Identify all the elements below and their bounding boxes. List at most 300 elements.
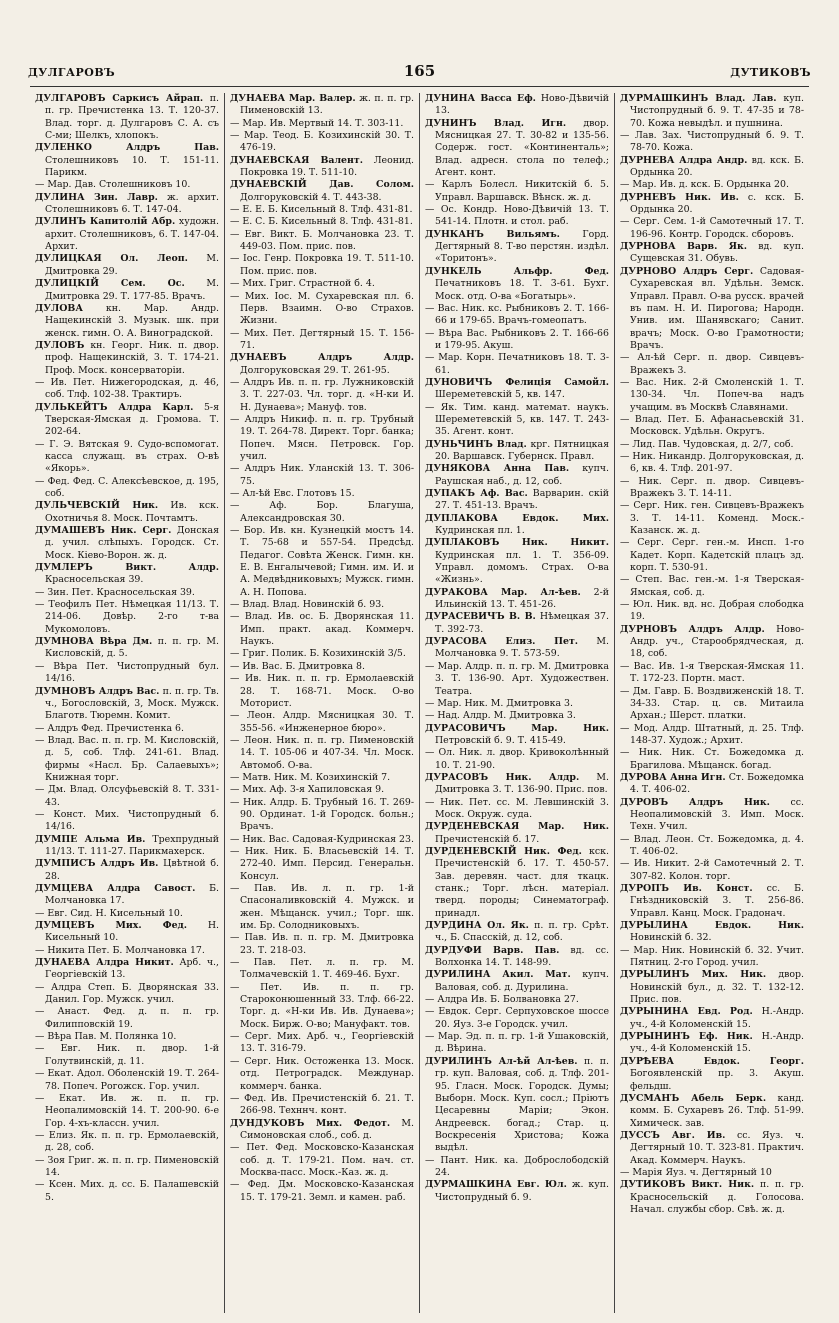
entry-surname: ДУМНОВЪ Алдръ Вас. (35, 685, 160, 697)
directory-entry (35, 908, 219, 920)
entry-details: — Мих. Григ. Страстной б. 4. (230, 278, 375, 290)
entry-details: — Ив. Никит. 2-й Самотечный 2. Т. 307-82. Колон. торг. (620, 858, 804, 882)
entry-surname: ДУНИНА Васса Еф. (425, 93, 536, 104)
directory-entry (35, 661, 219, 686)
entry-surname: ДУТИКОВЪ Викт. Ник. (620, 1179, 755, 1191)
entry-surname: ДУРОВЪ Алдръ Ник. (620, 796, 770, 808)
entry-details: — Вѣра Пет. Чистопрудный бул. 14/16. (35, 660, 219, 685)
directory-entry (620, 1179, 804, 1216)
directory-entry (620, 686, 804, 723)
directory-entry (425, 179, 609, 204)
entry-details: — Ник. Ник. Б. Власьевскій 14. Т. 272-40. Имп. Персид. Генеральн. Консул. (230, 845, 414, 882)
entry-details: Красносельская 39. (45, 574, 144, 586)
entry-details: сс. Б. Гнѣздниковскій 3. Т. 256-86. Управл. Канц. Моск. Градонач. (630, 883, 804, 919)
entry-surname: ДУРНОВЪ Алдръ Алдр. (620, 623, 765, 635)
directory-entry (425, 204, 609, 229)
directory-entry (35, 1068, 219, 1093)
entry-details: — Мар. Ив. Мертвый 14. Т. 303-11. (230, 117, 404, 129)
entry-details: кн. Мар. Андр. Нащекинскій 3. Музык. шк. при женск. гимн. О. А. Виноградской. (45, 302, 219, 339)
column-1 (30, 93, 224, 1313)
entry-details: п. п. гр. Пречистенка 13. Т. 120-37. Влад. торг. д. Дулгаровъ С. А. съ С-ми; Шелкъ, хлопокъ. (45, 93, 219, 142)
entry-details: — Мар. Алдр. п. п. гр. М. Дмитровка 3. Т. 136-90. Арт. Художествен. Театра. (425, 660, 609, 697)
directory-entry (230, 710, 414, 735)
entry-details: М. Молчановка 9. Т. 573-59. (435, 636, 609, 660)
entry-details: — Ник. Никандр. Долгоруковская, д. 6, кв. 4. Тлф. 201-97. (620, 450, 804, 475)
directory-entry (230, 772, 414, 784)
entry-details: кpг. Пятницкая 20. Варшавск. Губернск. Правл. (435, 438, 609, 462)
entry-surname: ДУНАЕВСКІЙ Дав. Солом. (230, 179, 414, 191)
entry-details: — Влад. Леон. Ст. Божедомка, д. 4. Т. 406-02. (620, 833, 804, 857)
entry-surname: ДУНКЕЛЬ Альфр. Фед. (425, 265, 609, 277)
entry-details: — Мар. Ник. М. Дмитровка 3. (425, 697, 573, 709)
directory-entry (35, 957, 219, 982)
entry-details: Н. Кисельный 10. (45, 920, 219, 944)
entry-details: — Алдра Степ. Б. Дворянская 33. Данил. Гор. Мужск. учил. (35, 981, 219, 1006)
directory-entry (425, 587, 609, 612)
entry-details: — Як. Тим. канд. математ. наукъ. Шереметевскій 5, кв. 147. Т. 243-35. Агент. конт. (425, 401, 609, 438)
entry-surname: ДУНКАНЪ Вильямъ. (425, 228, 560, 240)
entry-details: — Леон. Алдр. Мясницкая 30. Т. 355-56. «Инженерное бюро». (230, 710, 414, 734)
directory-entry (230, 229, 414, 254)
entry-details: канд. комм. Б. Сухаревъ 26. Тлф. 51-99. Химическ. зав. (630, 1092, 804, 1129)
directory-entry (35, 476, 219, 501)
directory-entry (425, 772, 609, 797)
entry-details: ж. куп. Чистопрудный б. 9. (435, 1179, 609, 1203)
entry-details: — Конст. Мих. Чистопрудный б. 14/16. (35, 808, 219, 833)
entry-details: — Алдра Ив. Б. Болвановка 27. (425, 994, 579, 1006)
entry-surname: ДУРѢЕВА Евдок. Георг. (620, 1055, 804, 1067)
entry-details: — Евг. Ник. п. двор. 1-й Голутвинскій, д. 11. (35, 1043, 219, 1067)
directory-entry (230, 328, 414, 353)
entry-details: сс. Яуз. ч. Дегтярный 10. Т. 323-81. Практич. Акад. Коммерч. Наукъ. (630, 1129, 805, 1166)
directory-entry (620, 797, 804, 834)
directory-entry (425, 1006, 609, 1031)
directory-entry (620, 920, 804, 945)
directory-entry (620, 266, 804, 352)
directory-entry (230, 982, 414, 1031)
directory-entry (425, 994, 609, 1006)
directory-entry (230, 673, 414, 710)
entry-details: Горд. Дегтярный 8. Т-во перстян. издѣл. «Торитонъ». (435, 228, 609, 265)
entry-details: Ст. Божедомка 4. Т. 406-02. (630, 771, 804, 796)
directory-entry (425, 513, 609, 538)
directory-entry (230, 525, 414, 599)
directory-entry (35, 982, 219, 1007)
entry-surname: ДУМПЕ Альма Ив. (35, 833, 146, 845)
entry-surname: ДУРДИНА Ол. Як. (425, 920, 529, 932)
entry-details: Донская д. учил. слѣпыхъ. Городск. Ст. Моск. Кіево-Ворон. ж. д. (45, 525, 219, 561)
entry-details: — Вас. Ив. 1-я Тверская-Ямская 11. Т. 172-23. Портн. маст. (620, 660, 804, 685)
directory-entry (35, 809, 219, 834)
entry-details: Н.-Андр. уч., 4-й Коломенскій 15. (630, 1006, 805, 1030)
directory-entry (230, 957, 414, 982)
entry-details: Кудринская пл. 1. Т. 356-09. Управл. домомъ. Страх. О-ва «Жизнь». (435, 549, 609, 586)
entry-details: — Вѣра Вас. Рыбниковъ 2. Т. 166-66 и 179-95. Акуш. (425, 327, 609, 351)
entry-details: — Дм. Влад. Олсуфьевскій 8. Т. 331-43. (35, 784, 219, 808)
directory-entry (425, 402, 609, 439)
entry-details: — Серг. Сем. 1-й Самотечный 17. Т. 196-96. Контр. Городск. сборовъ. (620, 216, 804, 240)
entry-surname: ДУРОПЪ Ив. Конст. (620, 883, 753, 894)
directory-entry (35, 253, 219, 278)
entry-details: — Г. Э. Вятская 9. Судо-вспомогат. касса служащ. въ страх. О-вѣ «Якорь». (35, 438, 219, 475)
directory-entry (425, 945, 609, 970)
entry-details: — Мар. Дав. Столешниковъ 10. (35, 179, 191, 191)
directory-entry (35, 858, 219, 883)
entry-details: — Влад. Влад. Новинскій б. 93. (230, 599, 385, 611)
directory-entry (425, 1155, 609, 1180)
directory-entry (620, 155, 804, 180)
directory-entry (230, 253, 414, 278)
entry-details: — Карлъ Болесл. Никитскій б. 5. Управл. Варшавск. Вѣнск. ж. д. (425, 179, 609, 203)
directory-entry (425, 723, 609, 748)
entry-details: 5-я Тверская-Ямская д. Громова. Т. 202-64. (45, 401, 219, 438)
page-number: 165 (403, 62, 436, 80)
directory-entry (230, 278, 414, 290)
directory-entry (230, 846, 414, 883)
entry-surname: ДУЛЕНКО Алдръ Пав. (35, 142, 219, 154)
entry-details: купч. Рaушская наб., д. 12, соб. (435, 463, 609, 487)
directory-entry (425, 969, 609, 994)
entry-details: — Никита Пет. Б. Молчановка 17. (35, 944, 205, 956)
directory-entry (620, 500, 804, 537)
entry-details: — Пет. Ив. п. п. гр. Староконюшенный 33. Тлф. 66-22. Торг. д. «Н-ки Ив. Ив. Дунаева»; Моск. Бирж. О-во; Мануфакт. тов. (230, 981, 414, 1030)
directory-entry (35, 1043, 219, 1068)
directory-entry (230, 488, 414, 500)
directory-entry (35, 303, 219, 340)
directory-entry (230, 599, 414, 611)
directory-entry (620, 93, 804, 130)
entry-details: — Екат. Адол. Оболенскій 19. Т. 264-78. Попеч. Рогожск. Гор. учил. (35, 1068, 219, 1092)
entry-surname: ДУРОВА Анна Игн. (620, 771, 726, 783)
entry-surname: ДУЛИЦКАЯ Ол. Леоп. (35, 253, 188, 265)
entry-details: — Ив. Ник. п. п. гр. Ермолаевскій 28. Т. 168-71. Моск. О-во Моторист. (230, 673, 414, 709)
directory-entry (35, 1006, 219, 1031)
entry-details: — Ал-ѣй Евс. Глотовъ 15. (230, 488, 355, 499)
entry-surname: ДУМПИСЪ Алдръ Ив. (35, 858, 159, 870)
entry-details: — Алдръ Ник. Уланскій 13. Т. 306-75. (230, 463, 414, 487)
entry-details: — Ол. Ник. л. двор. Кривоколѣнный 10. Т. 21-90. (425, 747, 609, 771)
directory-entry (230, 179, 414, 204)
directory-entry (35, 587, 219, 599)
entry-surname: ДУЛЬЧЕВСКІЙ Ник. (35, 500, 159, 512)
entry-details: — Мар. Ив. д. кск. Б. Ордынка 20. (620, 179, 789, 191)
entry-details: — Евдок. Серг. Серпуховское шоссе 20. Яуз. 3-е Городск. учил. (425, 1006, 609, 1030)
entry-details: — Леон. Ник. п. п. гр. Пименовскій 14. Т. 105-06 и 407-34. Чл. Моск. Автомоб. О-ва. (230, 734, 414, 771)
entry-details: Печатниковъ 18. Т. 3-61. Бухг. Моск. отд. О-ва «Богатырь». (435, 278, 609, 302)
directory-entry (35, 784, 219, 809)
directory-entry (35, 142, 219, 179)
entry-surname: ДУЛОВА (35, 302, 83, 314)
entry-surname: ДУРАСОВА Елиз. Пет. (425, 636, 579, 648)
entry-surname: ДУРДЕНЕВСКІЙ Ник. Фед. (425, 845, 582, 857)
header-rule (30, 86, 809, 87)
directory-entry (230, 414, 414, 463)
entry-details: — Мих. Іос. М. Сухаревская пл. 6. Перв. Взаимн. О-во Страхов. Жизни. (230, 290, 414, 327)
directory-entry (620, 216, 804, 241)
entry-details: купч. Валовая, соб. д. Дурилина. (435, 969, 609, 993)
entry-surname: ДУЛИНА Зин. Лавр. (35, 191, 158, 203)
entry-details: — Лав. Зах. Чистопрудный б. 9. Т. 78-70. Кожа. (620, 130, 804, 154)
directory-entry (425, 303, 609, 328)
directory-entry (620, 772, 804, 797)
entry-details: — Влад. Ив. ос. Б. Дворянская 11. Имп. практ. акад. Коммерч. Наукъ. (230, 611, 414, 648)
entry-surname: ДУЛГАРОВЪ Саркисъ Айрап. (35, 93, 204, 104)
directory-entry (35, 340, 219, 377)
directory-entry (620, 723, 804, 748)
entry-details: Долгоруковская 29. Т. 261-95. (240, 364, 390, 376)
directory-entry (230, 932, 414, 957)
entry-details: Ново-Андр. уч., Старообрядческая, д. 18, соб. (630, 623, 804, 660)
directory-entry (35, 599, 219, 636)
directory-entry (35, 1093, 219, 1130)
entry-details: двор. Новинскій бул., д. 32. Т. 132-12. Прис. пов. (630, 969, 804, 1006)
column-3 (419, 93, 614, 1313)
entry-details: — Вас. Ник. 2-й Смоленскій 1. Т. 130-34. Чл. Попеч-ва надъ учащим. въ Москвѣ Славянами. (620, 376, 804, 413)
entry-details: — Іос. Генр. Покровка 19. Т. 511-10. Пом. прис. пов. (230, 253, 414, 277)
entry-details: — Фед. Ив. Пречистенскій б. 21. Т. 266-98. Техннч. конт. (230, 1092, 414, 1117)
entry-surname: ДУНЬЧИНЪ Влад. (425, 438, 527, 450)
directory-entry (35, 723, 219, 735)
entry-details: — Мар. Эд. п. п. гр. 1-й Ушаковскій, д. Вѣрина. (425, 1031, 609, 1055)
directory-entry (620, 414, 804, 439)
entry-surname: ДУПЛАКОВЪ Ник. Никит. (425, 537, 609, 549)
directory-entry (620, 834, 804, 859)
entry-surname: ДУНАЕВА Алдра Никит. (35, 957, 174, 969)
entry-details: — Пет. Фед. Московско-Казанская соб. д. Т. 179-21. Пом. нач. ст. Москва-пасс. Моск.-Каз. ж. д. (230, 1142, 414, 1178)
entry-details: — Мод. Алдр. Штатный, д. 25. Тлф. 148-37. Худож.; Архит. (620, 722, 804, 746)
entry-surname: ДУРМАШКИНА Евг. Юл. (425, 1179, 567, 1191)
directory-entry (425, 821, 609, 846)
entry-details: Шереметевскій 5, кв. 147. (435, 389, 565, 401)
entry-surname: ДУРЫНИНА Евд. Род. (620, 1006, 753, 1018)
entry-details: — Ник. Вас. Садовая-Кудринская 23. (230, 833, 414, 845)
directory-entry (620, 192, 804, 217)
entry-details: Новинскій б. 32. (630, 932, 712, 944)
directory-entry (230, 155, 414, 180)
directory-entry (35, 1130, 219, 1155)
entry-surname: ДУСМАНЪ Абель Берк. (620, 1092, 767, 1104)
entry-details: Б. Молчановка 17. (45, 883, 219, 907)
directory-entry (425, 1179, 609, 1204)
entry-details: — Е. Е. Б. Кисельный 8. Тлф. 431-81. (230, 204, 413, 216)
entry-details: вд. сс. Волхонка 14. Т. 148-99. (435, 944, 609, 969)
entry-details: М. Дмитровка 29. (45, 253, 219, 277)
entry-details: — Фед. Дм. Московско-Казанская 15. Т. 179-21. Земл. и камен. раб. (230, 1179, 414, 1203)
entry-surname: ДУНИНЪ Влад. Игн. (425, 117, 567, 129)
directory-entry (620, 945, 804, 970)
entry-details: п. п. гр. куп. Валовая, соб. д. Тлф. 201-95. Гласн. Моск. Городск. Думы; Выборн. Моск. Куп. сосл.; Пріютъ Цесаревны Маріи; Экон. Андреевск. богад.; Стар. ц. Воскресенія Христова; Кожа выдѣл. (435, 1055, 609, 1154)
entry-details: — Вѣра Пав. М. Полянка 10. (35, 1031, 177, 1043)
directory-entry (425, 1056, 609, 1155)
entry-details: 2-й Ильинскій 13. Т. 451-26. (435, 586, 609, 611)
entry-details: Столешниковъ 10. Т. 151-11. Парикм. (45, 154, 219, 179)
directory-entry (620, 969, 804, 1006)
directory-entry (425, 611, 609, 636)
entry-details: — Серг. Ник. ген. Сивцевъ-Вражекъ 3. Т. 14-11. Коменд. Моск.-Казанск. ж. д. (620, 500, 804, 537)
entry-details: — Дм. Гавр. Б. Воздвиженскій 18. Т. 34-33. Стар. ц. св. Митаила Архан.; Шерст. платки. (620, 685, 804, 722)
directory-entry (35, 402, 219, 439)
directory-entry (230, 463, 414, 488)
entry-details: — Пант. Ник. кa. Доброслободскій 24. (425, 1154, 609, 1178)
directory-entry (230, 500, 414, 525)
directory-entry (620, 858, 804, 883)
directory-entry (425, 328, 609, 353)
entry-details: — Алдръ Никиф. п. п. гр. Трубный 19. Т. 264-78. Директ. Торг. банка; Попеч. Мясн. Петровск. Гор. учил. (230, 413, 414, 462)
directory-entry (425, 463, 609, 488)
directory-entry (230, 93, 414, 118)
entry-surname: ДУРНОВО Алдръ Серг. (620, 265, 754, 277)
entry-details: Арб. ч., Георгіевскій 13. (45, 957, 219, 981)
directory-entry (425, 846, 609, 920)
directory-entry (425, 537, 609, 586)
directory-entry (425, 710, 609, 722)
entry-surname: ДУССЪ Авг. Ив. (620, 1129, 726, 1141)
entry-details: — Евг. Викт. Б. Молчановка 23. Т. 449-03. Пом. прис. пов. (230, 228, 414, 253)
directory-entry (620, 1093, 804, 1130)
directory-entry (425, 698, 609, 710)
entry-surname: ДУЛИЦКІЙ Сем. Ос. (35, 278, 185, 290)
entry-details: Долгоруковскій 4. Т. 443-38. (240, 191, 382, 203)
entry-details: ж. архит. Столешниковъ 6. Т. 147-04. (45, 191, 220, 216)
entry-details: двор. Мясницкая 27. Т. 30-82 и 135-56. Содерж. гост. «Континенталь»; Влад. адресн. стола по телеф.; Агент. конт. (435, 117, 609, 179)
entry-surname: ДУПЛАКОВА Евдок. Мих. (425, 512, 609, 524)
entry-surname: ДУНОВИЧЪ Фелиція Самойл. (425, 376, 609, 388)
directory-entry (620, 439, 804, 451)
entry-surname: ДУРАСОВИЧЪ Мар. Ник. (425, 722, 609, 734)
directory-entry (35, 945, 219, 957)
entry-details: художн. архит. Столешниковъ, 6. Т. 147-04. Архит. (45, 216, 219, 253)
directory-entry (425, 488, 609, 513)
entry-surname: ДУРНЕВА Алдра Андр. (620, 154, 748, 166)
entry-details: — Степ. Вас. ген.-м. 1-я Тверская-Ямская, соб. д. (620, 574, 804, 598)
entry-details: — Ник. Серг. п. двор. Сивцевъ-Вражекъ 3. Т. 14-11. (620, 475, 804, 499)
entry-surname: ДУРНЕВЪ Ник. Ив. (620, 191, 739, 203)
entry-details: — Вас. Ник. кс. Рыбниковъ 2. Т. 166-66 и 179-65. Врачъ-гомеопатъ. (425, 302, 609, 327)
directory-entry (620, 883, 804, 920)
directory-entry (620, 1167, 804, 1179)
entry-details: — Над. Алдр. М. Дмитровка 3. (425, 710, 576, 722)
entry-details: п. п. гр. Красносельскій д. Голосова. Начал. службы сбор. Свѣ. ж. д. (630, 1179, 804, 1215)
directory-entry (620, 1031, 804, 1056)
directory-entry (35, 883, 219, 908)
entry-details: вд. кск. Б. Ордынка 20. (630, 154, 804, 179)
entry-surname: ДУРНОВА Варв. Як. (620, 241, 748, 253)
entry-details: — Григ. Полик. Б. Козихинскій 3/5. (230, 648, 406, 660)
entry-details: — Ив. Пет. Нижегородская, д. 46, соб. Тлф. 102-38. Трактиръ. (35, 376, 219, 401)
directory-entry (425, 920, 609, 945)
directory-entry (230, 216, 414, 228)
entry-details: — Ал-ѣй Серг. п. двор. Сивцевъ-Вражекъ 3. (620, 352, 804, 376)
directory-entry (35, 686, 219, 723)
directory-entry (35, 636, 219, 661)
column-4 (614, 93, 809, 1313)
directory-entry (620, 747, 804, 772)
entry-details: — Екат. Ив. ж. п. п. гр. Неопалимовскій 14. Т. 200-90. 6-е Гор. 4-хъ-классн. учил. (35, 1092, 219, 1129)
entry-details: — Алдръ Ив. п. п. гр. Лужниковскій 3. Т. 227-03. Чл. торг. д. «Н-ки И. Н. Дунаева»; Мануф. тов. (230, 376, 414, 413)
entry-details: — Мих. Пет. Дегтярный 15. Т. 156-71. (230, 327, 414, 351)
entry-details: — Зин. Пет. Красносельская 39. (35, 586, 195, 598)
directory-entry (35, 278, 219, 303)
directory-entry (35, 834, 219, 859)
directory-entry (620, 537, 804, 574)
entry-surname: ДУМНОВА Вѣра Дм. (35, 636, 153, 648)
directory-entry (35, 93, 219, 142)
entry-surname: ДУНАЕВЪ Алдръ Алдр. (230, 352, 414, 364)
entry-details: — Мар. Теод. Б. Козихинскій 30. Т. 476-19. (230, 130, 414, 154)
entry-details: Нѣмецкая 37. Т. 392-73. (435, 611, 610, 635)
entry-surname: ДУРАКОВА Мар. Ал-ѣев. (425, 586, 581, 598)
entry-surname: ДУРМАШКИНЪ Влад. Лав. (620, 93, 777, 104)
entry-details: — Теофилъ Пет. Нѣмецкая 11/13. Т. 214-06. Довѣр. 2-го т-ва Мукомоловъ. (35, 599, 219, 635)
entry-surname: ДУРИЛИНА Акил. Мат. (425, 969, 571, 981)
entry-surname: ДУМЦЕВА Алдра Савост. (35, 883, 196, 894)
entry-details: куп. Чистопрудный б. 9. Т. 47-35 и 78-70. Кожа невыдѣл. и пушнина. (630, 93, 804, 129)
directory-entry (230, 377, 414, 414)
entry-details: — Анаст. Фед. д. п. п. гр. Филипповскій 19. (35, 1006, 219, 1030)
entry-surname: ДУЛОВЪ (35, 339, 85, 351)
entry-details: — Е. С. Б. Кисельный 8. Тлф. 431-81. (230, 216, 413, 228)
directory-entry (35, 1155, 219, 1180)
entry-details: — Лид. Пав. Чудовская, д. 2/7, соб. (620, 438, 794, 450)
entry-details: — Влад. Вас. п. п. гр. М. Кисловскій, д. 5, соб. Тлф. 241-61. Влад. фирмы «Насл. Бр. Салаевыхъ»; Книжная торг. (35, 734, 219, 783)
entry-details: с. кск. Б. Ордынка 20. (630, 191, 804, 216)
entry-details: Садовая-Сухаревская вл. Удѣльн. Земск. Управл. Правл. О-ва русск. врачей въ пам. Н. И. Пирогова; Народн. Унив. им. Шанявскаго; Санит. врачъ; Моск. О-во Грамотности; Врачъ. (630, 265, 804, 351)
directory-entry (425, 797, 609, 822)
directory-entry (425, 229, 609, 266)
directory-entry (425, 636, 609, 661)
directory-entry (230, 1179, 414, 1204)
directory-entry (425, 118, 609, 180)
directory-entry (230, 1056, 414, 1093)
entry-surname: ДУРЫЛИНА Евдок. Ник. (620, 920, 804, 932)
directory-entry (35, 377, 219, 402)
directory-entry (230, 1031, 414, 1056)
directory-entry (230, 834, 414, 846)
entry-details: М. Дмитровка 3. Т. 136-90. Прис. пов. (435, 771, 609, 796)
entry-surname: ДУНЯКОВА Анна Пав. (425, 463, 570, 475)
entry-surname: ДУНАЕВА Мар. Валер. (230, 93, 356, 104)
directory-entry (35, 525, 219, 562)
directory-entry (230, 204, 414, 216)
directory-entry (230, 797, 414, 834)
entry-details: — Влад. Пет. Б. Афанасьевскій 31. Московск. Удѣльн. Округъ. (620, 413, 804, 438)
directory-entry (620, 599, 804, 624)
directory-entry (425, 266, 609, 303)
entry-surname: ДУЛЬКЕЙТЪ Алдра Карл. (35, 401, 194, 413)
entry-surname: ДУНДУКОВЪ Мих. Федот. (230, 1117, 391, 1129)
directory-entry (35, 1179, 219, 1204)
entry-surname: ДУНАЕВСКАЯ Валент. (230, 154, 363, 166)
entry-details: — Евг. Сид. Н. Кисельный 10. (35, 907, 183, 919)
entry-details: Пречистенскій б. 17. (435, 833, 540, 845)
entry-surname: ДУРЫЛИНЪ Мих. Ник. (620, 969, 767, 981)
entry-details: — Ксен. Мих. д. сс. Б. Палашевскій 5. (35, 1179, 219, 1203)
directory-entry (35, 500, 219, 525)
entry-details: — Юл. Ник. вд. нс. Добрая слободка 19. (620, 599, 804, 623)
entry-surname: ДУМЦЕВЪ Мих. Фед. (35, 920, 188, 932)
entry-surname: ДУПАКЪ Аф. Вас. (425, 488, 528, 499)
entry-details: — Бор. Ив. кн. Кузнецкій мостъ 14. Т. 75-68 и 557-54. Предсѣд. Педагог. Совѣта Женск. Гимн. кн. Е. В. Енгалычевой; Гимн. им. И. и А. Медвѣдниковыхъ; Мужск. гимн. А. Н. Попова. (230, 525, 414, 598)
directory-entry (425, 377, 609, 402)
entry-details: — Аф. Бор. Благуша, Александровская 30. (230, 500, 414, 524)
directory-entry (620, 451, 804, 476)
directory-entry (620, 1006, 804, 1031)
directory-entry (620, 661, 804, 686)
entry-details: Кудринская пл. 1. (435, 525, 525, 537)
entry-details: п. п. гр. М. Кисловскій, д. 5. (45, 636, 219, 660)
directory-entry (230, 1118, 414, 1143)
entry-details: Богоявленскій пр. 3. Акуш. фельдш. (630, 1068, 804, 1092)
